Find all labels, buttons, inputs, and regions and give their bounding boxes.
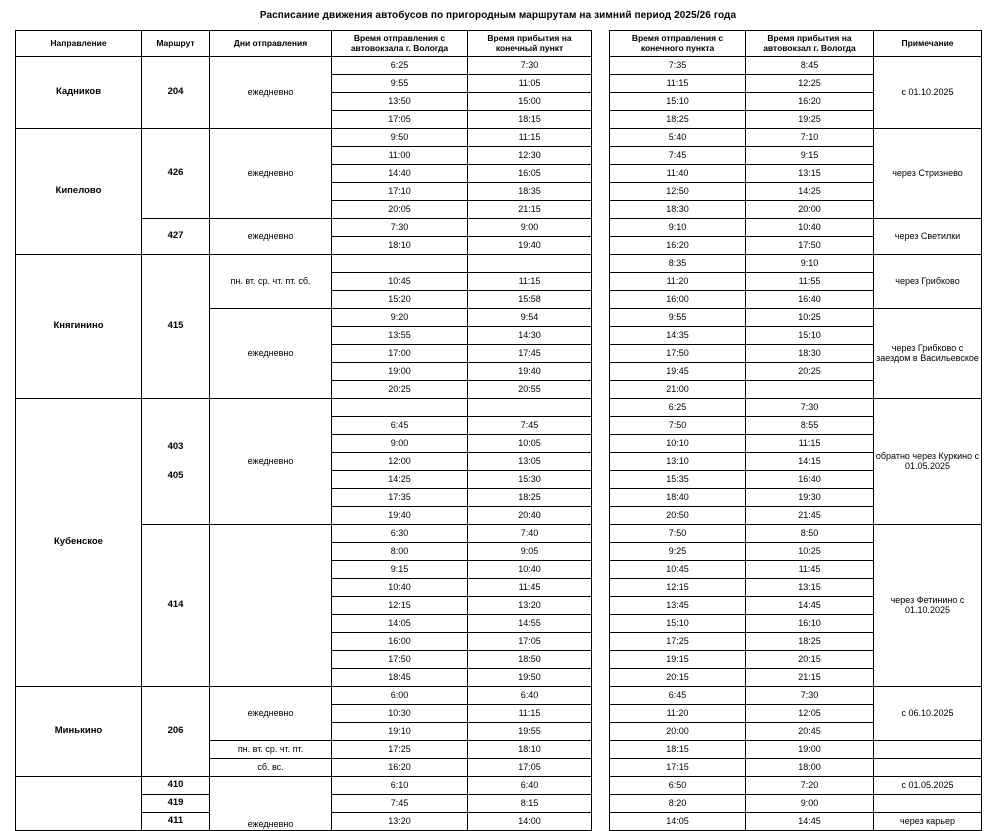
days-cell: пн. вт. ср. чт. пт. xyxy=(210,741,332,759)
depart-final-cell: 15:10 xyxy=(610,93,746,111)
column-gap xyxy=(592,615,610,633)
depart-final-cell: 7:50 xyxy=(610,525,746,543)
arrive-final-cell: 10:05 xyxy=(468,435,592,453)
column-gap xyxy=(592,309,610,327)
route-cell: 410 xyxy=(142,777,210,795)
arrive-final-cell: 14:30 xyxy=(468,327,592,345)
column-gap xyxy=(592,93,610,111)
depart-vologda-cell xyxy=(332,255,468,273)
note-cell: обратно через Куркино с 01.05.2025 xyxy=(874,399,982,525)
arrive-vologda-cell xyxy=(746,381,874,399)
arrive-final-cell xyxy=(468,255,592,273)
arrive-final-cell: 8:15 xyxy=(468,795,592,813)
column-gap xyxy=(592,201,610,219)
arrive-vologda-cell: 9:15 xyxy=(746,147,874,165)
depart-final-cell: 19:15 xyxy=(610,651,746,669)
depart-final-cell: 19:45 xyxy=(610,363,746,381)
column-gap xyxy=(592,759,610,777)
depart-final-cell: 6:25 xyxy=(610,399,746,417)
arrive-vologda-cell: 9:00 xyxy=(746,795,874,813)
arrive-vologda-cell: 7:20 xyxy=(746,777,874,795)
arrive-final-cell: 11:05 xyxy=(468,75,592,93)
arrive-vologda-cell: 19:25 xyxy=(746,111,874,129)
arrive-final-cell: 13:05 xyxy=(468,453,592,471)
depart-vologda-cell: 9:50 xyxy=(332,129,468,147)
column-gap xyxy=(592,669,610,687)
depart-vologda-cell: 12:15 xyxy=(332,597,468,615)
days-cell: сб. вс. xyxy=(210,759,332,777)
depart-vologda-cell: 7:30 xyxy=(332,219,468,237)
arrive-vologda-cell: 16:40 xyxy=(746,291,874,309)
direction-cell xyxy=(16,777,142,831)
depart-vologda-cell: 16:20 xyxy=(332,759,468,777)
depart-vologda-cell: 13:50 xyxy=(332,93,468,111)
depart-final-cell: 6:45 xyxy=(610,687,746,705)
arrive-final-cell: 11:15 xyxy=(468,129,592,147)
arrive-final-cell xyxy=(468,399,592,417)
table-header-row xyxy=(16,31,982,57)
arrive-final-cell: 19:40 xyxy=(468,363,592,381)
header-arrive-vologda: Время прибытия на автовокзал г. Вологда xyxy=(746,31,874,57)
column-gap xyxy=(592,687,610,705)
arrive-final-cell: 17:05 xyxy=(468,759,592,777)
depart-vologda-cell: 14:25 xyxy=(332,471,468,489)
arrive-vologda-cell: 13:15 xyxy=(746,579,874,597)
column-gap xyxy=(592,561,610,579)
depart-vologda-cell: 17:50 xyxy=(332,651,468,669)
arrive-final-cell: 17:45 xyxy=(468,345,592,363)
depart-final-cell: 7:35 xyxy=(610,57,746,75)
column-gap xyxy=(592,525,610,543)
header-direction: Направление xyxy=(16,31,142,57)
note-cell: через Грибково xyxy=(874,255,982,309)
arrive-vologda-cell: 14:45 xyxy=(746,597,874,615)
depart-final-cell: 18:25 xyxy=(610,111,746,129)
arrive-final-cell: 9:00 xyxy=(468,219,592,237)
column-gap xyxy=(592,345,610,363)
column-gap xyxy=(592,111,610,129)
table-row xyxy=(16,687,982,705)
direction-cell: Кадников xyxy=(16,57,142,129)
note-cell xyxy=(874,741,982,759)
depart-vologda-cell: 20:25 xyxy=(332,381,468,399)
page-title: Расписание движения автобусов по пригородным маршрутам на зимний период 2025/26 года xyxy=(259,10,737,21)
arrive-final-cell: 7:30 xyxy=(468,57,592,75)
depart-vologda-cell: 10:45 xyxy=(332,273,468,291)
depart-vologda-cell: 9:00 xyxy=(332,435,468,453)
depart-vologda-cell: 6:00 xyxy=(332,687,468,705)
header-arrive-final: Время прибытия на конечный пункт xyxy=(468,31,592,57)
column-gap xyxy=(592,597,610,615)
days-cell: ежедневно xyxy=(210,129,332,219)
depart-final-cell: 18:15 xyxy=(610,741,746,759)
depart-vologda-cell: 7:45 xyxy=(332,795,468,813)
column-gap xyxy=(592,777,610,795)
depart-vologda-cell: 15:20 xyxy=(332,291,468,309)
arrive-final-cell: 20:40 xyxy=(468,507,592,525)
column-gap xyxy=(592,183,610,201)
depart-final-cell: 11:15 xyxy=(610,75,746,93)
depart-final-cell: 10:45 xyxy=(610,561,746,579)
depart-vologda-cell: 13:55 xyxy=(332,327,468,345)
depart-vologda-cell: 19:10 xyxy=(332,723,468,741)
arrive-final-cell: 20:55 xyxy=(468,381,592,399)
table-row xyxy=(16,813,982,831)
arrive-final-cell: 9:05 xyxy=(468,543,592,561)
depart-vologda-cell: 17:05 xyxy=(332,111,468,129)
depart-vologda-cell: 19:00 xyxy=(332,363,468,381)
depart-vologda-cell: 10:30 xyxy=(332,705,468,723)
depart-final-cell: 18:40 xyxy=(610,489,746,507)
table-row xyxy=(16,255,982,273)
note-cell xyxy=(874,795,982,813)
route-cell: 411 xyxy=(142,813,210,831)
depart-vologda-cell: 12:00 xyxy=(332,453,468,471)
arrive-vologda-cell: 10:25 xyxy=(746,309,874,327)
arrive-vologda-cell: 7:10 xyxy=(746,129,874,147)
depart-final-cell: 16:00 xyxy=(610,291,746,309)
arrive-vologda-cell: 8:45 xyxy=(746,57,874,75)
arrive-vologda-cell: 19:30 xyxy=(746,489,874,507)
column-gap xyxy=(592,273,610,291)
direction-cell: Кубенское xyxy=(16,399,142,687)
column-gap xyxy=(592,543,610,561)
column-gap xyxy=(592,651,610,669)
arrive-final-cell: 11:15 xyxy=(468,705,592,723)
arrive-vologda-cell: 8:50 xyxy=(746,525,874,543)
depart-vologda-cell: 14:05 xyxy=(332,615,468,633)
route-cell: 426 xyxy=(142,129,210,219)
depart-vologda-cell: 17:25 xyxy=(332,741,468,759)
arrive-final-cell: 12:30 xyxy=(468,147,592,165)
column-gap xyxy=(592,507,610,525)
arrive-vologda-cell: 18:30 xyxy=(746,345,874,363)
column-gap xyxy=(592,705,610,723)
depart-vologda-cell: 11:00 xyxy=(332,147,468,165)
header-route: Маршрут xyxy=(142,31,210,57)
arrive-vologda-cell: 18:25 xyxy=(746,633,874,651)
arrive-final-cell: 17:05 xyxy=(468,633,592,651)
arrive-vologda-cell: 8:55 xyxy=(746,417,874,435)
depart-vologda-cell: 6:10 xyxy=(332,777,468,795)
table-body xyxy=(16,57,982,831)
depart-final-cell: 15:10 xyxy=(610,615,746,633)
days-cell: ежедневно xyxy=(210,777,332,831)
note-cell: с 01.05.2025 xyxy=(874,777,982,795)
route-cell xyxy=(142,399,210,525)
depart-final-cell: 5:40 xyxy=(610,129,746,147)
column-gap xyxy=(592,129,610,147)
note-cell: с 01.10.2025 xyxy=(874,57,982,129)
arrive-vologda-cell: 16:40 xyxy=(746,471,874,489)
days-cell: пн. вт. ср. чт. пт. сб. xyxy=(210,255,332,309)
days-cell: ежедневно xyxy=(210,57,332,129)
depart-vologda-cell: 13:20 xyxy=(332,813,468,831)
depart-final-cell: 15:35 xyxy=(610,471,746,489)
column-gap xyxy=(592,795,610,813)
arrive-final-cell: 6:40 xyxy=(468,687,592,705)
arrive-final-cell: 10:40 xyxy=(468,561,592,579)
depart-final-cell: 11:20 xyxy=(610,705,746,723)
arrive-vologda-cell: 20:45 xyxy=(746,723,874,741)
note-cell xyxy=(874,759,982,777)
depart-final-cell: 9:25 xyxy=(610,543,746,561)
days-cell xyxy=(210,525,332,687)
column-gap xyxy=(592,147,610,165)
arrive-final-cell: 18:10 xyxy=(468,741,592,759)
arrive-final-cell: 19:55 xyxy=(468,723,592,741)
depart-vologda-cell: 16:00 xyxy=(332,633,468,651)
arrive-vologda-cell: 16:10 xyxy=(746,615,874,633)
depart-final-cell: 16:20 xyxy=(610,237,746,255)
column-gap xyxy=(592,813,610,831)
arrive-vologda-cell: 11:15 xyxy=(746,435,874,453)
table-row xyxy=(16,129,982,147)
arrive-final-cell: 11:45 xyxy=(468,579,592,597)
depart-vologda-cell: 17:00 xyxy=(332,345,468,363)
arrive-final-cell: 18:15 xyxy=(468,111,592,129)
note-cell: через Фетинино с 01.10.2025 xyxy=(874,525,982,687)
depart-final-cell: 20:00 xyxy=(610,723,746,741)
depart-final-cell: 7:45 xyxy=(610,147,746,165)
column-gap xyxy=(592,57,610,75)
route-cell: 427 xyxy=(142,219,210,255)
column-gap xyxy=(592,165,610,183)
depart-vologda-cell: 10:40 xyxy=(332,579,468,597)
header-depart-vologda: Время отправления с автовокзала г. Вологда xyxy=(332,31,468,57)
arrive-vologda-cell: 10:25 xyxy=(746,543,874,561)
column-gap xyxy=(592,75,610,93)
depart-final-cell: 9:55 xyxy=(610,309,746,327)
arrive-vologda-cell: 17:50 xyxy=(746,237,874,255)
arrive-vologda-cell: 14:25 xyxy=(746,183,874,201)
arrive-final-cell: 7:45 xyxy=(468,417,592,435)
route-cell: 206 xyxy=(142,687,210,777)
depart-vologda-cell: 6:25 xyxy=(332,57,468,75)
arrive-final-cell: 15:58 xyxy=(468,291,592,309)
header-note: Примечание xyxy=(874,31,982,57)
arrive-final-cell: 16:05 xyxy=(468,165,592,183)
column-gap xyxy=(592,219,610,237)
depart-final-cell: 7:50 xyxy=(610,417,746,435)
depart-vologda-cell: 9:15 xyxy=(332,561,468,579)
column-gap xyxy=(592,417,610,435)
note-cell: через Светилки xyxy=(874,219,982,255)
column-gap xyxy=(592,255,610,273)
header-depart-final: Время отправления с конечного пункта xyxy=(610,31,746,57)
table-row xyxy=(16,219,982,237)
depart-final-cell: 14:05 xyxy=(610,813,746,831)
arrive-final-cell: 19:50 xyxy=(468,669,592,687)
depart-final-cell: 20:15 xyxy=(610,669,746,687)
arrive-vologda-cell: 12:05 xyxy=(746,705,874,723)
arrive-vologda-cell: 16:20 xyxy=(746,93,874,111)
arrive-vologda-cell: 14:45 xyxy=(746,813,874,831)
column-gap xyxy=(592,471,610,489)
depart-final-cell: 13:10 xyxy=(610,453,746,471)
depart-vologda-cell: 6:45 xyxy=(332,417,468,435)
arrive-vologda-cell: 13:15 xyxy=(746,165,874,183)
depart-final-cell: 6:50 xyxy=(610,777,746,795)
arrive-vologda-cell: 20:00 xyxy=(746,201,874,219)
depart-vologda-cell: 8:00 xyxy=(332,543,468,561)
depart-vologda-cell xyxy=(332,399,468,417)
header-gap xyxy=(592,31,610,57)
depart-vologda-cell: 20:05 xyxy=(332,201,468,219)
arrive-final-cell: 13:20 xyxy=(468,597,592,615)
depart-vologda-cell: 17:35 xyxy=(332,489,468,507)
table-row xyxy=(16,777,982,795)
direction-cell: Минькино xyxy=(16,687,142,777)
arrive-final-cell: 11:15 xyxy=(468,273,592,291)
route-cell: 414 xyxy=(142,525,210,687)
arrive-vologda-cell: 11:55 xyxy=(746,273,874,291)
header-days: Дни отправления xyxy=(210,31,332,57)
arrive-final-cell: 6:40 xyxy=(468,777,592,795)
arrive-vologda-cell: 11:45 xyxy=(746,561,874,579)
depart-final-cell: 17:50 xyxy=(610,345,746,363)
note-cell: через Грибково с заездом в Васильевское xyxy=(874,309,982,399)
depart-final-cell: 13:45 xyxy=(610,597,746,615)
depart-final-cell: 11:40 xyxy=(610,165,746,183)
column-gap xyxy=(592,741,610,759)
arrive-vologda-cell: 7:30 xyxy=(746,399,874,417)
column-gap xyxy=(592,399,610,417)
arrive-vologda-cell: 21:15 xyxy=(746,669,874,687)
route-number: 403 xyxy=(167,441,184,453)
depart-final-cell: 8:20 xyxy=(610,795,746,813)
table-row xyxy=(16,525,982,543)
depart-final-cell: 9:10 xyxy=(610,219,746,237)
depart-vologda-cell: 9:55 xyxy=(332,75,468,93)
arrive-final-cell: 18:25 xyxy=(468,489,592,507)
depart-final-cell: 12:50 xyxy=(610,183,746,201)
arrive-vologda-cell: 10:40 xyxy=(746,219,874,237)
depart-final-cell: 18:30 xyxy=(610,201,746,219)
table-row xyxy=(16,795,982,813)
table-row xyxy=(16,399,982,417)
arrive-vologda-cell: 19:00 xyxy=(746,741,874,759)
arrive-final-cell: 7:40 xyxy=(468,525,592,543)
arrive-vologda-cell: 14:15 xyxy=(746,453,874,471)
column-gap xyxy=(592,435,610,453)
days-cell: ежедневно xyxy=(210,399,332,525)
column-gap xyxy=(592,237,610,255)
depart-final-cell: 17:15 xyxy=(610,759,746,777)
arrive-final-cell: 18:35 xyxy=(468,183,592,201)
arrive-vologda-cell: 7:30 xyxy=(746,687,874,705)
arrive-vologda-cell: 20:25 xyxy=(746,363,874,381)
depart-vologda-cell: 14:40 xyxy=(332,165,468,183)
route-cell: 419 xyxy=(142,795,210,813)
arrive-final-cell: 19:40 xyxy=(468,237,592,255)
arrive-final-cell: 15:30 xyxy=(468,471,592,489)
days-cell: ежедневно xyxy=(210,219,332,255)
depart-vologda-cell: 18:45 xyxy=(332,669,468,687)
bus-schedule-table xyxy=(15,30,982,831)
depart-final-cell: 17:25 xyxy=(610,633,746,651)
arrive-vologda-cell: 18:00 xyxy=(746,759,874,777)
arrive-final-cell: 15:00 xyxy=(468,93,592,111)
depart-vologda-cell: 17:10 xyxy=(332,183,468,201)
direction-cell: Кипелово xyxy=(16,129,142,255)
depart-final-cell: 14:35 xyxy=(610,327,746,345)
depart-vologda-cell: 18:10 xyxy=(332,237,468,255)
column-gap xyxy=(592,489,610,507)
arrive-final-cell: 9:54 xyxy=(468,309,592,327)
column-gap xyxy=(592,363,610,381)
note-cell: через карьер xyxy=(874,813,982,831)
depart-final-cell: 11:20 xyxy=(610,273,746,291)
column-gap xyxy=(592,291,610,309)
route-number-secondary: 405 xyxy=(167,469,184,481)
arrive-vologda-cell: 12:25 xyxy=(746,75,874,93)
arrive-final-cell: 21:15 xyxy=(468,201,592,219)
route-cell: 415 xyxy=(142,255,210,399)
arrive-final-cell: 14:00 xyxy=(468,813,592,831)
depart-vologda-cell: 9:20 xyxy=(332,309,468,327)
depart-vologda-cell: 19:40 xyxy=(332,507,468,525)
depart-final-cell: 8:35 xyxy=(610,255,746,273)
column-gap xyxy=(592,633,610,651)
depart-final-cell: 21:00 xyxy=(610,381,746,399)
depart-final-cell: 10:10 xyxy=(610,435,746,453)
arrive-vologda-cell: 21:45 xyxy=(746,507,874,525)
days-cell: ежедневно xyxy=(210,687,332,741)
note-cell: с 06.10.2025 xyxy=(874,687,982,741)
column-gap xyxy=(592,579,610,597)
column-gap xyxy=(592,327,610,345)
note-cell: через Стризнево xyxy=(874,129,982,219)
arrive-vologda-cell: 20:15 xyxy=(746,651,874,669)
table-row xyxy=(16,57,982,75)
column-gap xyxy=(592,723,610,741)
arrive-vologda-cell: 15:10 xyxy=(746,327,874,345)
depart-vologda-cell: 6:30 xyxy=(332,525,468,543)
days-cell: ежедневно xyxy=(210,309,332,399)
route-cell: 204 xyxy=(142,57,210,129)
arrive-final-cell: 14:55 xyxy=(468,615,592,633)
arrive-final-cell: 18:50 xyxy=(468,651,592,669)
column-gap xyxy=(592,453,610,471)
arrive-vologda-cell: 9:10 xyxy=(746,255,874,273)
depart-final-cell: 20:50 xyxy=(610,507,746,525)
column-gap xyxy=(592,381,610,399)
depart-final-cell: 12:15 xyxy=(610,579,746,597)
direction-cell: Княгинино xyxy=(16,255,142,399)
